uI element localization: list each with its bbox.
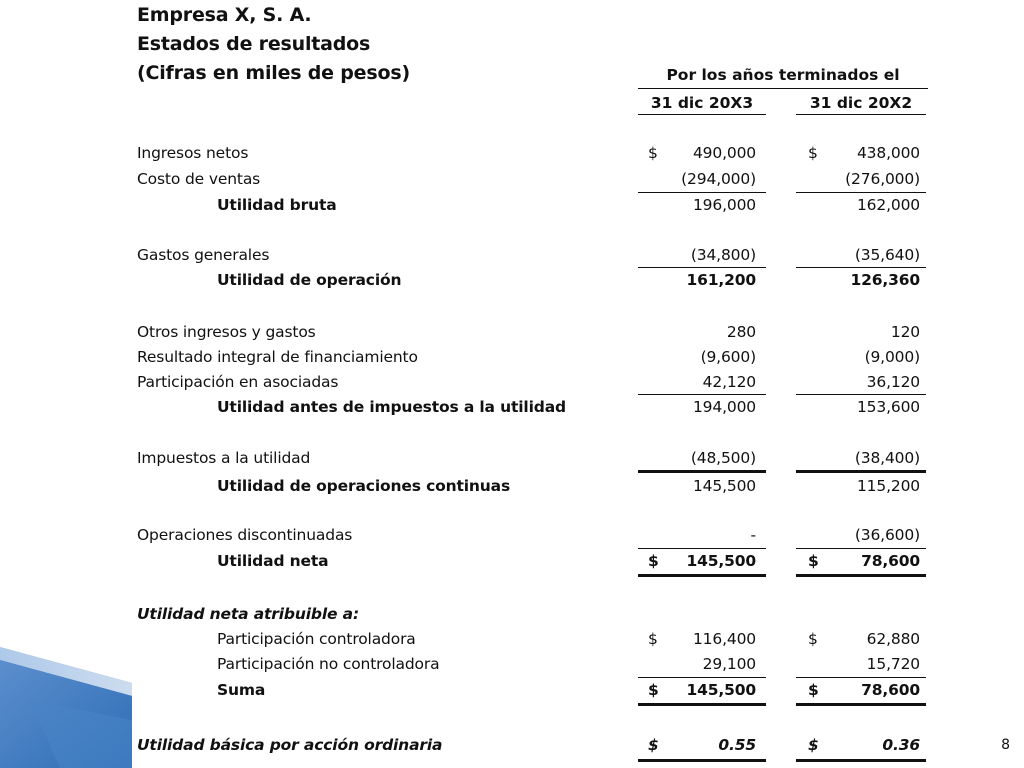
value-20x3: 145,500 (692, 477, 756, 495)
value-20x2: 15,720 (866, 655, 920, 673)
currency-symbol: $ (648, 552, 659, 570)
row-label-participacion-en-asociadas: Participación en asociadas (137, 373, 339, 391)
value-20x3: (294,000) (681, 170, 756, 188)
value-20x3: 145,500 (686, 552, 756, 570)
value-20x2: 126,360 (850, 271, 920, 289)
currency-symbol: $ (648, 736, 659, 754)
total-double-line (638, 703, 766, 706)
value-20x3: 194,000 (692, 398, 756, 416)
subtotal-line (638, 470, 766, 473)
value-20x2: 120 (890, 323, 920, 341)
value-20x3: 196,000 (692, 196, 756, 214)
row-label-participacion-controladora: Participación controladora (217, 630, 416, 648)
value-20x2: (276,000) (845, 170, 920, 188)
value-20x2: 115,200 (856, 477, 920, 495)
row-label-ingresos-netos: Ingresos netos (137, 144, 249, 162)
value-20x2: (36,600) (854, 526, 920, 544)
value-20x3: 145,500 (686, 681, 756, 699)
subtotal-line (796, 470, 926, 473)
currency-symbol: $ (648, 630, 658, 648)
row-label-utilidad-basica-por-accion: Utilidad básica por acción ordinaria (137, 736, 443, 754)
row-label-impuestos-a-la-utilidad: Impuestos a la utilidad (137, 449, 311, 467)
row-label-otros-ingresos-y-gastos: Otros ingresos y gastos (137, 323, 316, 341)
currency-symbol: $ (808, 681, 819, 699)
row-label-utilidad-de-operaciones-continuas: Utilidad de operaciones continuas (217, 477, 511, 495)
row-label-participacion-no-controladora: Participación no controladora (217, 655, 440, 673)
column-header-underline-20x3 (638, 114, 766, 115)
subtotal-line (638, 548, 766, 549)
total-double-line (796, 703, 926, 706)
statement-units: (Cifras en miles de pesos) (137, 62, 410, 84)
row-label-resultado-integral-de-financiamiento: Resultado integral de financiamiento (137, 348, 418, 366)
value-20x3: - (750, 526, 756, 544)
row-label-utilidad-bruta: Utilidad bruta (217, 196, 337, 214)
row-label-costo-de-ventas: Costo de ventas (137, 170, 261, 188)
page-number: 8 (1001, 737, 1010, 753)
row-label-operaciones-discontinuadas: Operaciones discontinuadas (137, 526, 353, 544)
currency-symbol: $ (808, 144, 818, 162)
value-20x2: 36,120 (866, 373, 920, 391)
row-label-gastos-generales: Gastos generales (137, 246, 270, 264)
currency-symbol: $ (808, 552, 819, 570)
value-20x2: 153,600 (856, 398, 920, 416)
subtotal-line (638, 394, 766, 395)
period-header: Por los años terminados el (666, 66, 900, 84)
row-label-utilidad-antes-de-impuestos: Utilidad antes de impuestos a la utilidad (217, 398, 566, 416)
value-20x3: 116,400 (692, 630, 756, 648)
currency-symbol: $ (648, 681, 659, 699)
value-20x2: (9,000) (864, 348, 920, 366)
currency-symbol: $ (808, 630, 818, 648)
subtotal-line (796, 267, 926, 268)
subtotal-line (638, 267, 766, 268)
total-double-line (796, 759, 926, 762)
currency-symbol: $ (648, 144, 658, 162)
period-header-underline (638, 88, 928, 89)
value-20x3: 29,100 (702, 655, 756, 673)
total-double-line (638, 759, 766, 762)
value-20x2: 438,000 (856, 144, 920, 162)
total-double-line (796, 574, 926, 577)
value-20x2: 62,880 (866, 630, 920, 648)
value-20x3: (34,800) (690, 246, 756, 264)
company-name: Empresa X, S. A. (137, 4, 312, 26)
value-20x3: (48,500) (690, 449, 756, 467)
value-20x3: (9,600) (700, 348, 756, 366)
column-header-underline-20x2 (796, 114, 926, 115)
subtotal-line (796, 394, 926, 395)
subtotal-line (796, 548, 926, 549)
subtotal-line (796, 192, 926, 193)
value-20x2: 0.36 (882, 736, 920, 754)
column-header-20x2: 31 dic 20X2 (809, 94, 913, 112)
row-label-suma: Suma (217, 681, 266, 699)
value-20x2: 78,600 (861, 681, 920, 699)
subtotal-line (796, 677, 926, 678)
statement-title: Estados de resultados (137, 33, 371, 55)
value-20x3: 42,120 (702, 373, 756, 391)
subtotal-line (638, 677, 766, 678)
value-20x3: 161,200 (686, 271, 756, 289)
column-header-20x3: 31 dic 20X3 (650, 94, 754, 112)
value-20x2: 162,000 (856, 196, 920, 214)
row-label-utilidad-neta: Utilidad neta (217, 552, 329, 570)
value-20x3: 490,000 (692, 144, 756, 162)
total-double-line (638, 574, 766, 577)
value-20x2: (38,400) (854, 449, 920, 467)
value-20x3: 0.55 (718, 736, 756, 754)
row-label-utilidad-de-operacion: Utilidad de operación (217, 271, 402, 289)
value-20x2: 78,600 (861, 552, 920, 570)
row-label-utilidad-neta-atribuible: Utilidad neta atribuible a: (137, 605, 359, 623)
subtotal-line (638, 192, 766, 193)
value-20x3: 280 (726, 323, 756, 341)
currency-symbol: $ (808, 736, 819, 754)
value-20x2: (35,640) (854, 246, 920, 264)
